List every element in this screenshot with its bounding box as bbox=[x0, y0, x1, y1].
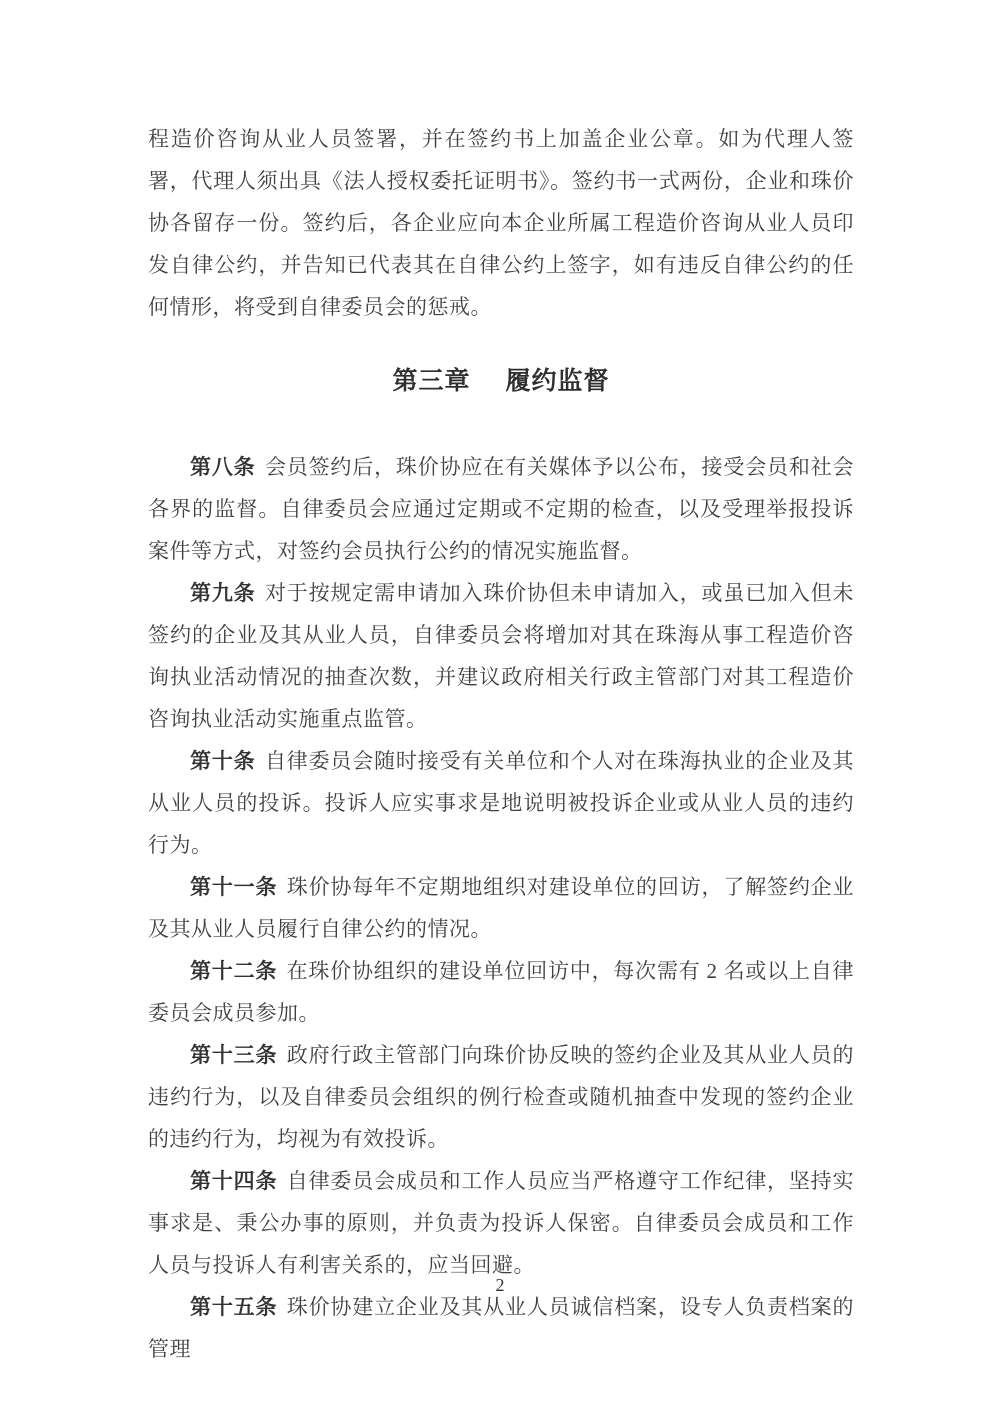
article-lead: 第十五条 bbox=[190, 1295, 278, 1319]
paragraph-text: 政府行政主管部门向珠价协反映的签约企业及其从业人员的违约行为，以及自律委员会组织的例行检查或随机抽查中发现的签约企业的违约行为，均视为有效投诉。 bbox=[148, 1043, 855, 1151]
article-lead: 第十二条 bbox=[190, 959, 278, 983]
paragraph-text: 会员签约后，珠价协应在有关媒体予以公布，接受会员和社会各界的监督。自律委员会应通过定期或不定期的检查，以及受理举报投诉案件等方式，对签约会员执行公约的情况实施监督。 bbox=[148, 455, 855, 563]
paragraph bbox=[148, 446, 854, 572]
article-lead: 第十条 bbox=[190, 749, 256, 773]
chapter-heading bbox=[148, 362, 854, 400]
paragraph-text: 自律委员会随时接受有关单位和个人对在珠海执业的企业及其从业人员的投诉。投诉人应实事求是地说明被投诉企业或从业人员的违约行为。 bbox=[148, 749, 855, 857]
paragraph bbox=[148, 740, 854, 866]
article-lead: 第十四条 bbox=[190, 1169, 278, 1193]
paragraph-text: 自律委员会成员和工作人员应当严格遵守工作纪律，坚持实事求是、秉公办事的原则，并负责为投诉人保密。自律委员会成员和工作人员与投诉人有利害关系的，应当回避。 bbox=[148, 1169, 855, 1277]
paragraph-text: 对于按规定需申请加入珠价协但未申请加入，或虽已加入但未签约的企业及其从业人员，自律委员会将增加对其在珠海从事工程造价咨询执业活动情况的抽查次数，并建议政府相关行政主管部门对其工程造价咨询执业活动实施重点监管。 bbox=[148, 581, 855, 731]
article-lead: 第九条 bbox=[190, 581, 256, 605]
paragraph-text: 程造价咨询从业人员签署，并在签约书上加盖企业公章。如为代理人签署，代理人须出具《法人授权委托证明书》。签约书一式两份，企业和珠价协各留存一份。签约后，各企业应向本企业所属工程造价咨询从业人员印发自律公约，并告知已代表其在自律公约上签字，如有违反自律公约的任何情形，将受到自律委员会的惩戒。 bbox=[148, 127, 854, 319]
paragraph bbox=[148, 118, 854, 328]
paragraph-text: 珠价协每年不定期地组织对建设单位的回访，了解签约企业及其从业人员履行自律公约的情况。 bbox=[148, 875, 855, 941]
article-lead: 第八条 bbox=[190, 455, 256, 479]
page-number: 2 bbox=[495, 1275, 505, 1295]
article-lead: 第十一条 bbox=[190, 875, 278, 899]
page-footer bbox=[0, 1275, 1000, 1296]
paragraph bbox=[148, 1286, 854, 1370]
document-body bbox=[148, 118, 854, 1370]
chapter-number: 第三章 bbox=[392, 367, 471, 395]
paragraph-text: 在珠价协组织的建设单位回访中，每次需有 2 名或以上自律委员会成员参加。 bbox=[148, 959, 855, 1025]
paragraph bbox=[148, 950, 854, 1034]
paragraph bbox=[148, 1160, 854, 1286]
paragraph-text: 珠价协建立企业及其从业人员诚信档案，设专人负责档案的管理 bbox=[148, 1295, 855, 1361]
chapter-title: 履约监督 bbox=[505, 367, 610, 395]
article-lead: 第十三条 bbox=[190, 1043, 278, 1067]
paragraph bbox=[148, 866, 854, 950]
paragraph bbox=[148, 572, 854, 740]
paragraph bbox=[148, 1034, 854, 1160]
